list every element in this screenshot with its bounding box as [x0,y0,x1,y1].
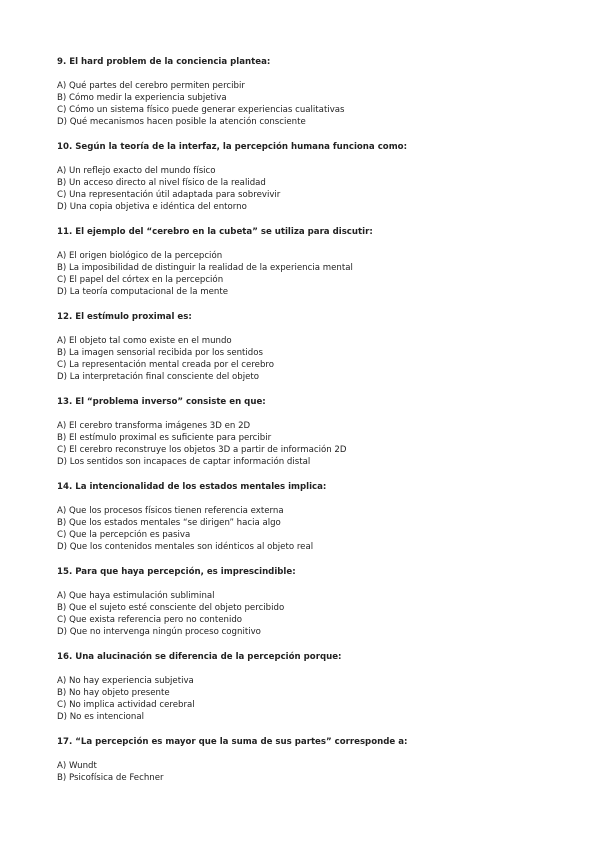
option-b: B) No hay objeto presente [57,688,170,698]
question-13 [57,396,557,468]
option-d: D) Que no intervenga ningún proceso cognitivo [57,627,261,637]
option-a: A) Que haya estimulación subliminal [57,591,215,601]
question-15 [57,566,557,638]
option-d: D) La teoría computacional de la mente [57,287,229,297]
option-d: D) Qué mecanismos hacen posible la atención consciente [57,117,306,127]
option-b: B) Un acceso directo al nivel físico de la realidad [57,178,266,188]
question-title: 13. El “problema inverso” consiste en que: [57,397,266,407]
option-b: B) Cómo medir la experiencia subjetiva [57,93,227,103]
option-b: B) El estímulo proximal es suficiente para percibir [57,433,272,443]
option-b: B) Que el sujeto esté consciente del objeto percibido [57,603,285,613]
option-a: A) El objeto tal como existe en el mundo [57,336,232,346]
question-17 [57,736,557,784]
question-14 [57,481,557,553]
option-b: B) La imagen sensorial recibida por los sentidos [57,348,263,358]
question-title: 11. El ejemplo del “cerebro en la cubeta” se utiliza para discutir: [57,227,373,237]
option-c: C) La representación mental creada por el cerebro [57,360,275,370]
question-title: 12. El estímulo proximal es: [57,312,192,322]
option-a: A) Qué partes del cerebro permiten percibir [57,81,245,91]
question-title: 17. “La percepción es mayor que la suma de sus partes” corresponde a: [57,737,408,747]
option-d: D) Los sentidos son incapaces de captar información distal [57,457,311,467]
question-title: 14. La intencionalidad de los estados mentales implica: [57,482,327,492]
option-b: B) Que los estados mentales “se dirigen” hacia algo [57,518,281,528]
document-page [57,56,557,797]
question-9 [57,56,557,128]
question-11 [57,226,557,298]
question-title: 16. Una alucinación se diferencia de la percepción porque: [57,652,342,662]
option-a: A) El cerebro transforma imágenes 3D en 2D [57,421,251,431]
option-c: C) Una representación útil adaptada para sobrevivir [57,190,281,200]
option-d: D) La interpretación final consciente del objeto [57,372,260,382]
question-12 [57,311,557,383]
option-d: D) Una copia objetiva e idéntica del entorno [57,202,247,212]
option-b: B) La imposibilidad de distinguir la realidad de la experiencia mental [57,263,353,273]
option-c: C) No implica actividad cerebral [57,700,195,710]
option-a: A) Que los procesos físicos tienen referencia externa [57,506,284,516]
option-a: A) No hay experiencia subjetiva [57,676,194,686]
question-title: 9. El hard problem de la conciencia plantea: [57,57,271,67]
option-a: A) Un reflejo exacto del mundo físico [57,166,216,176]
option-c: C) El papel del córtex en la percepción [57,275,224,285]
option-d: D) Que los contenidos mentales son idénticos al objeto real [57,542,314,552]
option-c: C) El cerebro reconstruye los objetos 3D a partir de información 2D [57,445,347,455]
question-title: 10. Según la teoría de la interfaz, la percepción humana funciona como: [57,142,408,152]
option-c: C) Cómo un sistema físico puede generar experiencias cualitativas [57,105,345,115]
question-title: 15. Para que haya percepción, es imprescindible: [57,567,296,577]
option-c: C) Que la percepción es pasiva [57,530,191,540]
option-a: A) El origen biológico de la percepción [57,251,223,261]
option-a: A) Wundt [57,761,97,771]
option-b: B) Psicofísica de Fechner [57,773,164,783]
question-10 [57,141,557,213]
option-c: C) Que exista referencia pero no contenido [57,615,243,625]
option-d: D) No es intencional [57,712,145,722]
question-16 [57,651,557,723]
